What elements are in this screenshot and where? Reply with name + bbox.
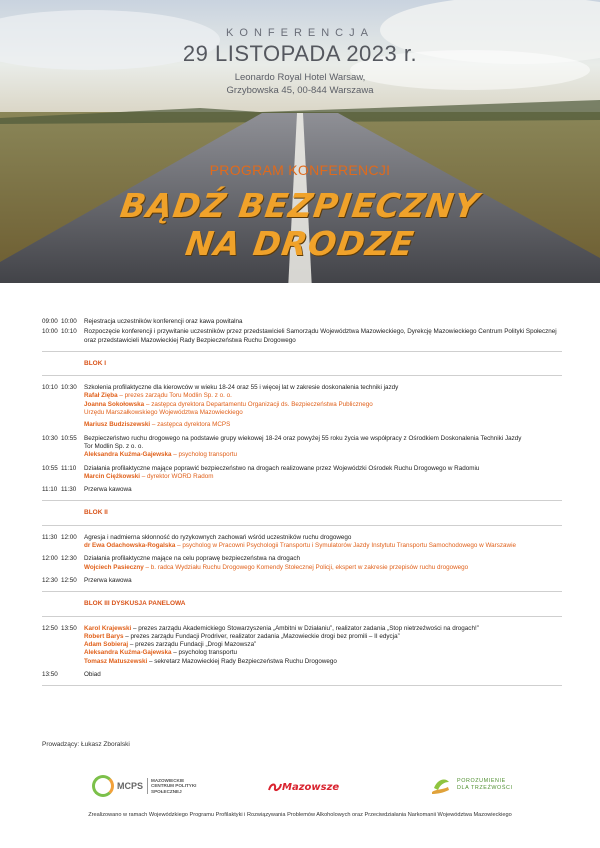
conference-label: KONFERENCJA — [226, 27, 374, 39]
end-time: 12:00 — [61, 533, 77, 541]
start-time: 10:30 — [42, 434, 58, 442]
venue-line: Leonardo Royal Hotel Warsaw, — [234, 72, 366, 83]
speaker: Joanna Sokołowska – zastępca dyrektora Departamentu Organizacji ds. Bezpieczeństwa Publicznego — [84, 400, 373, 408]
end-time: 12:30 — [61, 555, 77, 563]
end-time — [61, 671, 84, 679]
start-time: 10:55 — [42, 464, 58, 472]
slogan-line: BĄDŹ BEZPIECZNY — [117, 186, 483, 225]
speaker: Karol Krajewski – prezes zarządu Akademickiego Stowarzyszenia „Ambitni w Działaniu”, realizator zadania „Stop nietrzeźwości na drogach!” — [84, 624, 479, 632]
session-title — [84, 328, 562, 345]
hero-banner — [0, 0, 600, 290]
mazowsze-logo — [268, 781, 339, 793]
session-title-line: Rozpoczęcie konferencji i przywitanie uczestników przez przedstawicieli Samorządu Województwa Mazowieckiego, Dyrekcję Mazowieckiego Centrum Polityki Społecznej — [84, 328, 557, 336]
agenda-row — [42, 465, 562, 482]
speaker: Wojciech Pasieczny – b. radca Wydziału Ruchu Drogowego Komendy Stołecznej Policji, ekspert w zakresie przepisów ruchu drogowego — [84, 563, 469, 571]
session-title: Bezpieczeństwo ruchu drogowego na podstawie grupy wiekowej 18-24 oraz powyżej 55 roku życia we współpracy z Ośrodkiem Doskonalenia Techniki Jazdy — [84, 434, 522, 442]
mcps-name-line: CENTRUM POLITYKI — [151, 783, 197, 789]
block-heading: BLOK I — [84, 359, 107, 367]
venue-address — [0, 71, 600, 97]
host-credit: Prowadzący: Łukasz Zboralski — [42, 741, 130, 748]
partner-logos — [0, 773, 600, 803]
slogan-line: NA DRODZE — [183, 224, 417, 263]
agenda-row — [42, 318, 562, 326]
leaf-hand-icon — [430, 774, 452, 796]
speaker: Mariusz Budziszewski – zastępca dyrektora MCPS — [84, 421, 231, 429]
speaker: dr Ewa Odachowska-Rogalska – psycholog w Pracowni Psychologii Transportu i Symulatorów Jazdy Instytutu Transportu Samochodowego w Warszawie — [84, 542, 516, 550]
mcps-circle-icon — [92, 775, 114, 797]
end-time: 10:30 — [61, 384, 77, 392]
session-title-line: oraz przedstawicieli Mazowieckiej Rady Bezpieczeństwa Ruchu Drogowego — [84, 336, 296, 344]
session-details — [84, 555, 562, 572]
speaker: Adam Sobieraj – prezes zarządu Fundacji „Drogi Mazowsza” — [84, 641, 257, 649]
mcps-logo — [92, 775, 196, 797]
speaker: Robert Barys – prezes zarządu Fundacji Prodriver, realizator zadania „Mazowieckie drogi bez promili – II edycja” — [84, 632, 400, 640]
speaker-role-continued: Urzędu Marszałkowskiego Województwa Mazowieckiego — [84, 409, 243, 417]
end-time: 10:10 — [61, 328, 77, 336]
speaker: Marcin Ciężkowski – dyrektor WORD Radom — [84, 472, 214, 480]
session-title: Przerwa kawowa — [84, 576, 132, 584]
divider — [42, 525, 562, 526]
start-time: 11:30 — [42, 533, 58, 541]
session-details — [84, 534, 562, 551]
porozumienie-logo — [430, 774, 513, 796]
session-title: Agresja i nadmierna skłonność do ryzykownych zachowań wśród uczestników ruchu drogowego — [84, 533, 352, 541]
session-title: Szkolenia profilaktyczne dla kierowców w wieku 18-24 oraz 55 i więcej lat w zakresie doskonalenia techniki jazdy — [84, 384, 399, 392]
agenda-row — [42, 435, 562, 460]
start-time: 13:50 — [42, 671, 58, 679]
session-title: Przerwa kawowa — [84, 486, 132, 494]
conference-date: 29 LISTOPADA 2023 r. — [182, 41, 418, 66]
agenda-row — [42, 625, 562, 666]
session-title-line: Tor Modlin Sp. z o. o. — [84, 442, 144, 450]
end-time: 11:30 — [61, 486, 77, 494]
divider — [42, 685, 562, 686]
end-time: 13:50 — [61, 624, 77, 632]
divider — [42, 351, 562, 352]
session-title: Rejestracja uczestników konferencji oraz kawa powitalna — [84, 318, 243, 325]
divider — [42, 375, 562, 376]
divider — [42, 616, 562, 617]
block-heading: BLOK III DYSKUSJA PANELOWA — [84, 600, 186, 608]
agenda — [42, 318, 562, 694]
porozumienie-name-line: POROZUMIENIE — [457, 778, 506, 784]
session-details — [84, 435, 562, 460]
mcps-name-line: SPOŁECZNEJ — [151, 788, 182, 794]
agenda-row — [42, 577, 562, 585]
agenda-row — [42, 384, 562, 429]
agenda-row — [42, 671, 562, 679]
start-time: 12:00 — [42, 555, 58, 563]
start-time: 12:30 — [42, 576, 58, 584]
start-time: 11:10 — [42, 486, 58, 494]
speaker: Rafał Zięba – prezes zarządu Toru Modlin Sp. z o. o. — [84, 392, 232, 400]
end-time: 11:10 — [61, 464, 77, 472]
mcps-name-line: MAZOWIECKIE — [151, 777, 185, 783]
agenda-row — [42, 486, 562, 494]
start-time: 09:00 — [42, 318, 58, 325]
funding-note: Zrealizowano w ramach Wojewódzkiego Programu Profilaktyki i Rozwiązywania Problemów Alkoholowych oraz Przeciwdziałania Narkomanii Województwa Mazowieckiego — [88, 812, 512, 818]
panel-speakers — [84, 625, 562, 666]
mazowsze-swirl-icon — [268, 781, 282, 793]
start-time: 10:00 — [42, 328, 58, 336]
speaker: Tomasz Matuszewski – sekretarz Mazowieckiej Rady Bezpieczeństwa Ruchu Drogowego — [84, 657, 337, 665]
block-heading: BLOK II — [84, 509, 108, 517]
porozumienie-name-line: DLA TRZEŹWOŚCI — [457, 785, 513, 791]
session-title: Obiad — [84, 671, 101, 679]
speaker: Aleksandra Kuźma-Gajewska – psycholog transportu — [84, 451, 237, 459]
end-time: 12:50 — [61, 576, 77, 584]
session-title: Działania profilaktyczne mające na celu poprawę bezpieczeństwa na drogach — [84, 555, 300, 563]
end-time: 10:00 — [61, 318, 77, 325]
mazowsze-wordmark: Mazowsze — [282, 781, 340, 793]
start-time: 10:10 — [42, 384, 58, 392]
agenda-row — [42, 534, 562, 551]
divider — [42, 591, 562, 592]
venue-line: Grzybowska 45, 00-844 Warszawa — [226, 85, 374, 96]
session-title: Działania profilaktyczne mające poprawić bezpieczeństwo na drogach realizowane przez Wojewódzki Ośrodek Ruchu Drogowego w Radomiu — [84, 464, 480, 472]
mcps-full-name — [147, 778, 196, 794]
end-time: 10:55 — [61, 434, 77, 442]
program-title: PROGRAM KONFERENCJI — [209, 162, 391, 178]
start-time: 12:50 — [42, 624, 58, 632]
session-details — [84, 384, 562, 429]
agenda-row — [42, 328, 562, 345]
divider — [42, 500, 562, 501]
session-details — [84, 465, 562, 482]
agenda-row — [42, 555, 562, 572]
mcps-abbreviation: MCPS — [117, 781, 144, 791]
speaker: Aleksandra Kuźma-Gajewska – psycholog transportu — [84, 649, 237, 657]
porozumienie-name — [457, 778, 513, 792]
